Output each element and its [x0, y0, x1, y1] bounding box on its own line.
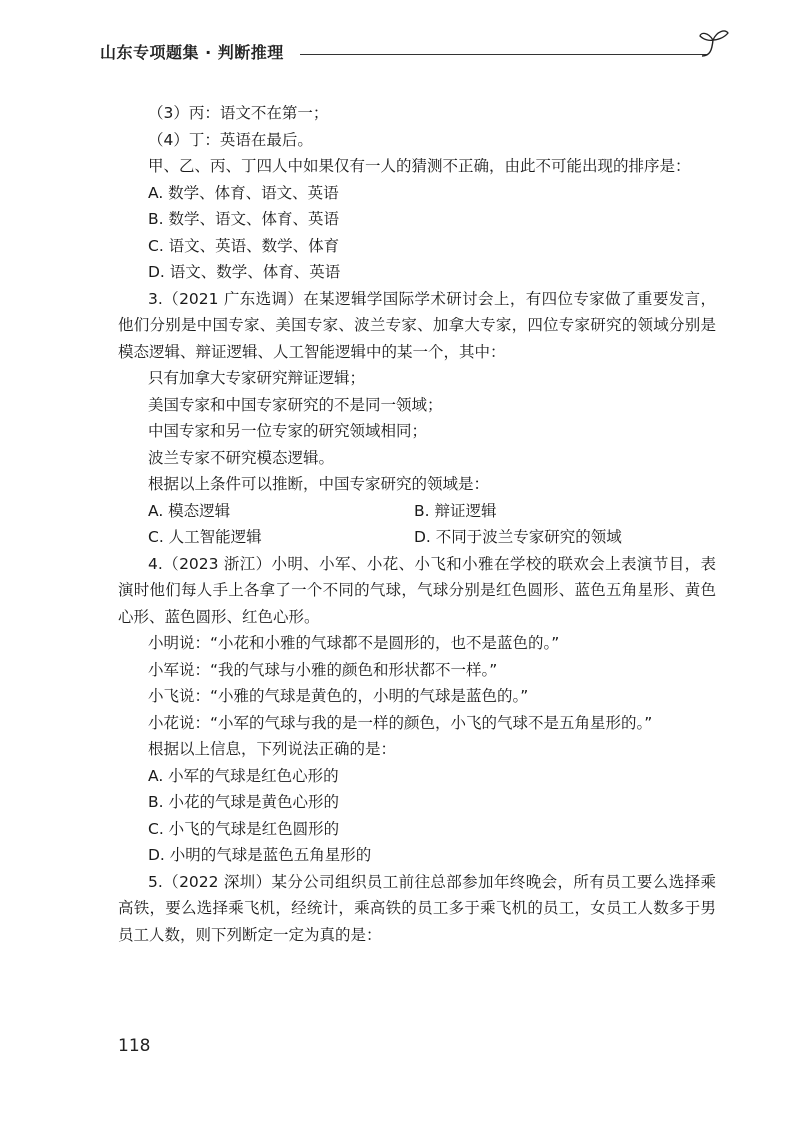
q3-options-row-1: [118, 498, 716, 525]
q3-condition-4: 波兰专家不研究模态逻辑。: [148, 448, 335, 467]
q3-condition-1: 只有加拿大专家研究辩证逻辑；: [148, 369, 366, 387]
q4-question: 根据以上信息，下列说法正确的是：: [148, 740, 397, 758]
header-rule: [300, 54, 708, 55]
statement-4: （4）丁：英语在最后。: [148, 130, 313, 149]
prev-question-stem: 甲、乙、丙、丁四人中如果仅有一人的猜测不正确，由此不可能出现的排序是：: [148, 157, 691, 175]
prev-option-a: A. 数学、体育、语文、英语: [148, 183, 339, 202]
q4-statement-xiaofei: 小飞说：“小雅的气球是黄色的，小明的气球是蓝色的。”: [148, 687, 529, 705]
q4-statement-xiaohua: 小花说：“小军的气球与我的是一样的颜色，小飞的气球不是五角星形的。”: [148, 713, 653, 732]
question-5-stem: 5.（2022 深圳）某分公司组织员工前往总部参加年终晚会，所有员工要么选择乘高铁，要么选择乘飞机，经统计，乘高铁的员工多于乘飞机的员工，女员工人数多于男员工人数，则下列断定一定为真的是：: [118, 872, 716, 944]
prev-option-c: C. 语文、英语、数学、体育: [148, 236, 340, 255]
page-content: [118, 100, 716, 948]
q3-option-a: A. 模态逻辑: [148, 501, 231, 520]
q4-option-c: C. 小飞的气球是红色圆形的: [148, 819, 340, 838]
q4-option-d: D. 小明的气球是蓝色五角星形的: [148, 846, 372, 864]
q3-question: 根据以上条件可以推断，中国专家研究的领域是：: [148, 475, 490, 493]
page-header: [0, 0, 800, 80]
question-3-stem: 3.（2021 广东选调）在某逻辑学国际学术研讨会上，有四位专家做了重要发言，他们分别是中国专家、美国专家、波兰专家、加拿大专家，四位专家研究的领域分别是模态逻辑、辩证逻辑、人工智能逻辑中的某一个，其中：: [118, 289, 716, 361]
q3-option-b: B. 辩证逻辑: [414, 501, 497, 520]
q3-condition-3: 中国专家和另一位专家的研究领域相同；: [148, 422, 428, 440]
statement-3: （3）丙：语文不在第一；: [148, 104, 329, 122]
sprout-icon: [696, 26, 732, 66]
question-4-stem: 4.（2023 浙江）小明、小军、小花、小飞和小雅在学校的联欢会上表演节目，表演时他们每人手上各拿了一个不同的气球，气球分别是红色圆形、蓝色五角星形、黄色心形、蓝色圆形、红色心形。: [118, 554, 716, 626]
q3-option-c: C. 人工智能逻辑: [148, 528, 262, 546]
page-number: 118: [118, 1036, 151, 1056]
q3-options-row-2: [118, 524, 716, 551]
header-title: 山东专项题集 · 判断推理: [100, 43, 284, 62]
q4-statement-xiaoming: 小明说：“小花和小雅的气球都不是圆形的，也不是蓝色的。”: [148, 634, 560, 652]
q4-option-b: B. 小花的气球是黄色心形的: [148, 793, 339, 811]
q4-statement-xiaojun: 小军说：“我的气球与小雅的颜色和形状都不一样。”: [148, 660, 498, 679]
q3-condition-2: 美国专家和中国专家研究的不是同一领域；: [148, 395, 443, 414]
q4-option-a: A. 小军的气球是红色心形的: [148, 766, 339, 785]
prev-option-b: B. 数学、语文、体育、英语: [148, 210, 339, 228]
prev-option-d: D. 语文、数学、体育、英语: [148, 263, 341, 281]
q3-option-d: D. 不同于波兰专家研究的领域: [414, 528, 622, 546]
